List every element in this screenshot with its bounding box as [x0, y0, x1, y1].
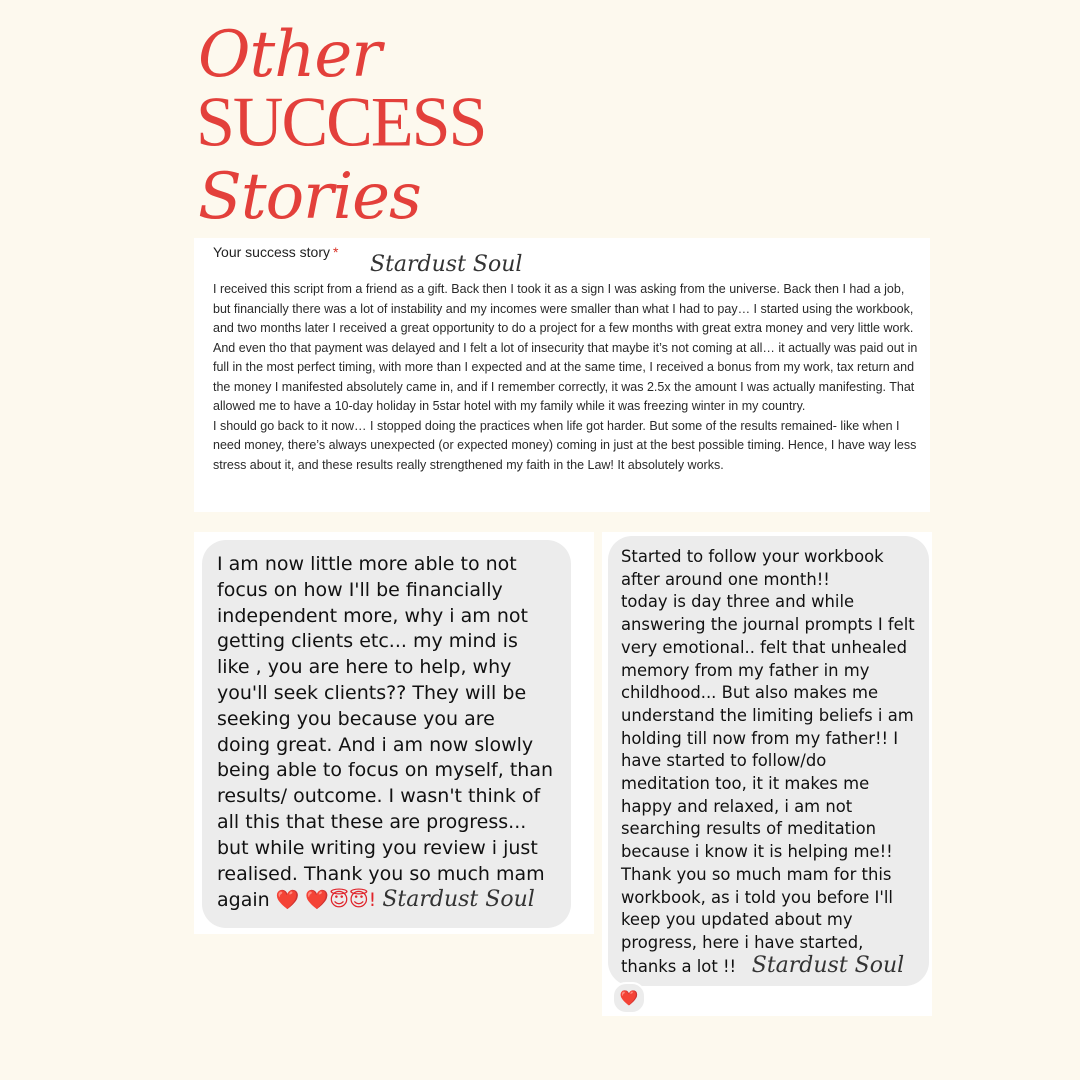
heart-reaction-icon[interactable]: ❤️: [612, 982, 646, 1014]
form-question-label: [213, 244, 338, 260]
signature-stardust-soul: Stardust Soul: [382, 887, 535, 913]
message-text: [621, 591, 917, 978]
message-bubble: [202, 540, 571, 928]
message-first-line: Started to follow your workbook after around one month!!: [621, 547, 884, 589]
message-text: [217, 552, 553, 914]
message-screenshot-left: [194, 532, 594, 934]
message-body: I am now little more able to not focus on how I'll be financially independent more, why i am not getting clients etc... my mind is like , you are here to help, why you'll seek clients?? They will be seeking you because you are doing great. And i am now slowly being able to focus on myself, than results/ outcome. I wasn't think of all this that these are progress... but while writing you review i just realised. Thank you so much mam again: [217, 553, 554, 912]
answer-paragraph-1: I received this script from a friend as a gift. Back then I took it as a sign I was asking from the universe. Back then I had a job, but financially there was a lot of instability and my incomes were smaller than what I had to pay… I started using the workbook, and two months later I received a great opportunity to do a project for a few months with great extra money and very little work. And even tho that payment was delayed and I felt a lot of insecurity that maybe it’s not coming at all… it actually was paid out in full in the most perfect timing, with more than I expected and at the same time, I received a bonus from my work, tax return and the money I manifested absolutely came in, and if I remember correctly, it was 2.5x the amount I was actually manifesting. That allowed me to have a 10-day holiday in 5star hotel with my family while it was freezing winter in my country.: [213, 282, 918, 413]
message-bubble: [608, 536, 929, 986]
heart-emoji-row: ❤️ ❤️😇😇!: [269, 889, 377, 912]
message-body: today is day three and while answering the journal prompts I felt very emotional.. felt that unhealed memory from my father in my childhood... But also makes me understand the limiting beliefs i am holding till now from my father!! I have started to follow/do meditation too, it it makes me happy and relaxed, i am not searching results of meditation because i know it is helping me!! Thank you so much mam for this workbook, as i told you before I'll keep you updated about my progress, here i have started, thanks a lot !!: [621, 592, 915, 976]
form-response-card: [194, 238, 930, 512]
title-stories: Stories: [198, 160, 421, 234]
message-screenshot-right: [602, 532, 932, 1016]
title-other: Other: [198, 18, 381, 92]
form-question-text: Your success story: [213, 244, 330, 260]
form-answer-text: [213, 280, 919, 475]
required-asterisk: *: [332, 244, 339, 260]
signature-stardust-soul: Stardust Soul: [751, 952, 905, 978]
answer-paragraph-2: I should go back to it now… I stopped doing the practices when life got harder. But some of the results remained- like when I need money, there’s always unexpected (or expected money) coming in just at the best possible timing. Hence, I have way less stress about it, and these results really strengthened my faith in the Law! It absolutely works.: [213, 418, 917, 472]
title-success: SUCCESS: [196, 83, 486, 162]
signature-stardust-soul: Stardust Soul: [370, 252, 523, 277]
